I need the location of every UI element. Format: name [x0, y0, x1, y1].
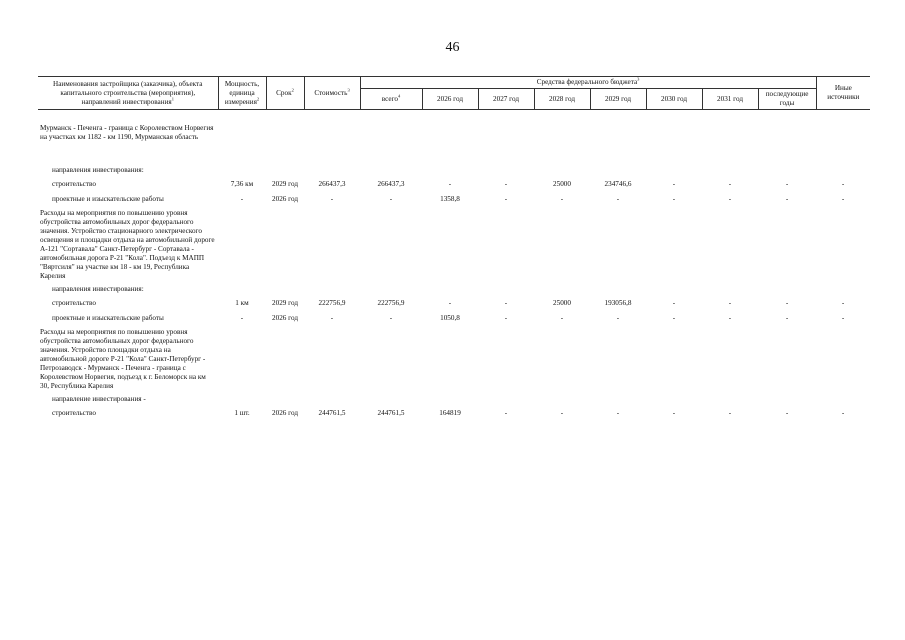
- header-2029: 2029 год: [590, 89, 646, 110]
- row-2027: -: [504, 314, 508, 322]
- row-other: -: [841, 180, 845, 188]
- row-capacity: -: [240, 195, 244, 203]
- row-capacity: 1 шт.: [234, 409, 250, 417]
- row-term: 2026 год: [272, 409, 298, 417]
- row-2027: -: [504, 180, 508, 188]
- object-description: Расходы на мероприятия по повышению уровня обустройства автомобильных дорог федерального значения. Устройство стационарного электрического освещения и площадки отдыха на автомобильной дороге А-121 "Сортавала" Санкт-Петербург - Сортавала - автомобильная дорога Р-21 "Кола". Подъезд к МАПП "Вяртсиля" на участке км 18 - км 19, Республика Карелия: [40, 209, 215, 280]
- row-2030: -: [672, 195, 676, 203]
- header-2028: 2028 год: [534, 89, 590, 110]
- row-cost: 222756,9: [318, 299, 346, 307]
- investment-direction: направления инвестирования:: [52, 285, 144, 293]
- row-term: 2029 год: [272, 180, 298, 188]
- header-later-years: последующие годы: [758, 89, 816, 110]
- object-description: Мурманск - Печенга - граница с Королевством Норвегия на участках км 1182 - км 1190, Мурманская область: [40, 124, 214, 141]
- row-2028: 25000: [553, 180, 571, 188]
- investment-direction: направление инвестирования -: [52, 395, 146, 403]
- row-2026: 164819: [439, 409, 461, 417]
- row-2027: -: [504, 409, 508, 417]
- row-2027: -: [504, 299, 508, 307]
- row-other: -: [841, 314, 845, 322]
- row-2031: -: [728, 314, 732, 322]
- investment-table: [38, 76, 870, 421]
- row-name: строительство: [52, 409, 96, 417]
- row-total: -: [389, 314, 393, 322]
- header-term: Срок$^2$: [266, 77, 304, 110]
- row-later: -: [785, 314, 789, 322]
- investment-direction: направления инвестирования:: [52, 166, 144, 174]
- row-2029: -: [616, 195, 620, 203]
- row-2031: -: [728, 299, 732, 307]
- row-2028: 25000: [553, 299, 571, 307]
- row-2030: -: [672, 314, 676, 322]
- header-other-sources: Иные источники: [816, 77, 870, 110]
- row-2029: 234746,6: [604, 180, 632, 188]
- row-cost: -: [330, 314, 334, 322]
- row-capacity: 1 км: [235, 299, 249, 307]
- row-term: 2029 год: [272, 299, 298, 307]
- row-2029: 193056,8: [604, 299, 632, 307]
- row-later: -: [785, 409, 789, 417]
- row-total: 244761,5: [377, 409, 405, 417]
- row-term: 2026 год: [272, 314, 298, 322]
- row-later: -: [785, 180, 789, 188]
- row-later: -: [785, 299, 789, 307]
- object-description: Расходы на мероприятия по повышению уровня обустройства автомобильных дорог федерального значения. Устройство площадки отдыха на автомобильной дороге Р-21 "Кола" Санкт-Петербург - Петрозаводск - Мурманск - Печенга - граница с Королевством Норвегия, подъезд к г. Беломорск на км 30, Республика Карелия: [40, 328, 206, 390]
- row-name: проектные и изыскательские работы: [52, 195, 164, 203]
- header-name: Наименования застройщика (заказчика), объекта капитального строительства (мероприятия), направлений инвестирования$^1$: [38, 77, 218, 110]
- row-2026: 1358,8: [440, 195, 460, 203]
- table-row: [38, 177, 870, 192]
- row-later: -: [785, 195, 789, 203]
- row-capacity: -: [240, 314, 244, 322]
- header-2027: 2027 год: [478, 89, 534, 110]
- table-row: [38, 192, 870, 207]
- row-total: 266437,3: [377, 180, 405, 188]
- page-number: 46: [445, 40, 460, 55]
- row-total: 222756,9: [377, 299, 405, 307]
- row-2031: -: [728, 195, 732, 203]
- row-name: строительство: [52, 180, 96, 188]
- row-2026: -: [448, 299, 452, 307]
- table-row: [38, 406, 870, 421]
- row-2026: -: [448, 180, 452, 188]
- row-2028: -: [560, 195, 564, 203]
- header-capacity: Мощность, единица измерения$^2$: [218, 77, 266, 110]
- table-row: [38, 311, 870, 326]
- row-term: 2026 год: [272, 195, 298, 203]
- row-2030: -: [672, 409, 676, 417]
- row-cost: -: [330, 195, 334, 203]
- header-cost: Стоимость$^3$: [304, 77, 360, 110]
- row-2029: -: [616, 409, 620, 417]
- row-2027: -: [504, 195, 508, 203]
- header-2030: 2030 год: [646, 89, 702, 110]
- row-2030: -: [672, 180, 676, 188]
- row-total: -: [389, 195, 393, 203]
- row-2026: 1050,8: [440, 314, 460, 322]
- row-name: проектные и изыскательские работы: [52, 314, 164, 322]
- header-federal-budget: Средства федерального бюджета$^3$: [360, 77, 816, 89]
- row-other: -: [841, 195, 845, 203]
- table-row: [38, 296, 870, 311]
- row-cost: 244761,5: [318, 409, 346, 417]
- row-2029: -: [616, 314, 620, 322]
- row-other: -: [841, 409, 845, 417]
- row-cost: 266437,3: [318, 180, 346, 188]
- row-2028: -: [560, 409, 564, 417]
- row-2031: -: [728, 409, 732, 417]
- header-2026: 2026 год: [422, 89, 478, 110]
- header-2031: 2031 год: [702, 89, 758, 110]
- row-2031: -: [728, 180, 732, 188]
- row-name: строительство: [52, 299, 96, 307]
- row-2028: -: [560, 314, 564, 322]
- row-other: -: [841, 299, 845, 307]
- row-capacity: 7,36 км: [230, 180, 254, 188]
- header-total: всего$^4$: [360, 89, 422, 110]
- row-2030: -: [672, 299, 676, 307]
